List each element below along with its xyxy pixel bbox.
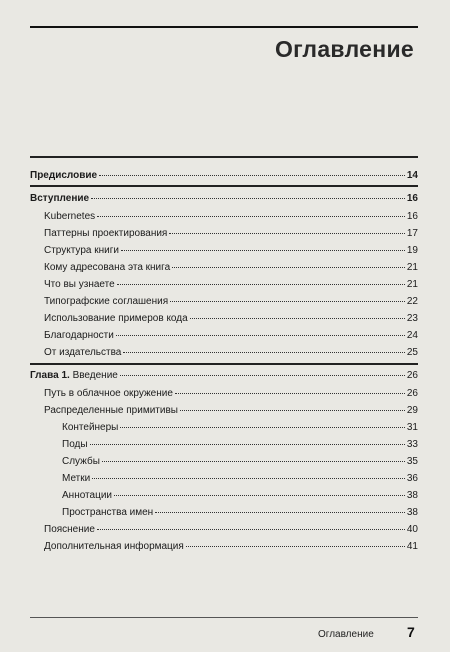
toc-page-number: 38 (406, 507, 418, 518)
dot-leader (190, 318, 405, 319)
toc-page-number: 24 (406, 330, 418, 341)
toc-entry[interactable] (44, 541, 418, 553)
dot-leader (97, 216, 405, 217)
toc-label: Использование примеров кода (44, 313, 188, 324)
toc-page-number: 35 (406, 456, 418, 467)
dot-leader (172, 267, 405, 268)
toc-entry[interactable] (62, 439, 418, 451)
toc-label: Пространства имен (62, 507, 154, 518)
toc-entry-intro[interactable] (30, 193, 418, 205)
toc-label: Вступление (30, 193, 90, 204)
toc-entry-chapter-1[interactable] (30, 370, 418, 382)
toc-label: Пояснение (44, 524, 95, 535)
toc-label: Путь в облачное окружение (44, 388, 173, 399)
dot-leader (90, 444, 405, 445)
dot-leader (91, 198, 405, 199)
toc-entry[interactable] (44, 245, 418, 257)
toc-entry[interactable] (44, 228, 418, 240)
dot-leader (114, 495, 405, 496)
toc-label: Кому адресована эта книга (44, 262, 171, 273)
dot-leader (175, 393, 405, 394)
toc-entry[interactable] (44, 313, 418, 325)
toc-page-number: 22 (406, 296, 418, 307)
dot-leader (97, 529, 405, 530)
toc-page-number: 38 (406, 490, 418, 501)
toc-label: Структура книги (44, 245, 119, 256)
toc-label: Kubernetes (44, 211, 96, 222)
toc-entry[interactable] (62, 422, 418, 434)
toc-label: Что вы узнаете (44, 279, 115, 290)
dot-leader (123, 352, 405, 353)
toc-label: Благодарности (44, 330, 114, 341)
toc-page-number: 21 (406, 279, 418, 290)
footer-page-number: 7 (407, 624, 415, 640)
footer-rule (30, 617, 418, 618)
section-divider (30, 156, 418, 158)
dot-leader (121, 250, 405, 251)
toc-page-number: 26 (406, 388, 418, 399)
toc-page-number: 16 (406, 211, 418, 222)
dot-leader (186, 546, 405, 547)
toc-page-number: 23 (406, 313, 418, 324)
toc-entry[interactable] (44, 388, 418, 400)
toc-entry[interactable] (44, 524, 418, 536)
toc-label: Аннотации (62, 490, 112, 501)
toc-entry[interactable] (44, 279, 418, 291)
dot-leader (117, 284, 405, 285)
toc-page-number: 29 (406, 405, 418, 416)
toc-label: Службы (62, 456, 100, 467)
toc-page-number: 17 (406, 228, 418, 239)
toc-label: Поды (62, 439, 88, 450)
toc-page-number: 41 (406, 541, 418, 552)
toc-label: Метки (62, 473, 91, 484)
dot-leader (155, 512, 405, 513)
toc-page-number: 36 (406, 473, 418, 484)
dot-leader (99, 175, 405, 176)
toc-entry[interactable] (44, 347, 418, 359)
dot-leader (169, 233, 405, 234)
toc-page-number: 16 (406, 193, 418, 204)
dot-leader (170, 301, 405, 302)
toc-entry-preface[interactable] (30, 170, 418, 182)
toc-label: Введение (72, 370, 118, 381)
page-title: Оглавление (274, 36, 414, 62)
chapter-heading (30, 370, 118, 382)
top-rule (30, 26, 418, 28)
toc-label: Типографские соглашения (44, 296, 169, 307)
toc-page-number: 33 (406, 439, 418, 450)
toc-entry[interactable] (44, 405, 418, 417)
toc-label: Паттерны проектирования (44, 228, 168, 239)
dot-leader (116, 335, 405, 336)
toc-page-number: 40 (406, 524, 418, 535)
section-divider (30, 185, 418, 187)
toc-page-number: 19 (406, 245, 418, 256)
toc-entry[interactable] (62, 490, 418, 502)
toc-page-number: 14 (406, 170, 418, 181)
toc-page-number: 25 (406, 347, 418, 358)
toc-entry[interactable] (62, 507, 418, 519)
toc-label: Предисловие (30, 170, 98, 181)
toc-entry[interactable] (44, 330, 418, 342)
toc-page-number: 21 (406, 262, 418, 273)
footer-section-label: Оглавление (318, 629, 374, 640)
toc-label: Контейнеры (62, 422, 119, 433)
dot-leader (102, 461, 405, 462)
toc-label: Распределенные примитивы (44, 405, 178, 416)
toc-entry[interactable] (44, 296, 418, 308)
toc-label: Дополнительная информация (44, 541, 184, 552)
toc-entry[interactable] (44, 262, 418, 274)
toc-label: От издательства (44, 347, 122, 358)
section-divider (30, 363, 418, 365)
chapter-number: Глава 1. (30, 370, 70, 381)
toc-entry[interactable] (62, 456, 418, 468)
dot-leader (120, 427, 405, 428)
toc-page-number: 26 (406, 370, 418, 381)
dot-leader (92, 478, 405, 479)
toc-entry[interactable] (44, 211, 418, 223)
dot-leader (180, 410, 405, 411)
toc-page-number: 31 (406, 422, 418, 433)
toc-entry[interactable] (62, 473, 418, 485)
dot-leader (120, 375, 405, 376)
